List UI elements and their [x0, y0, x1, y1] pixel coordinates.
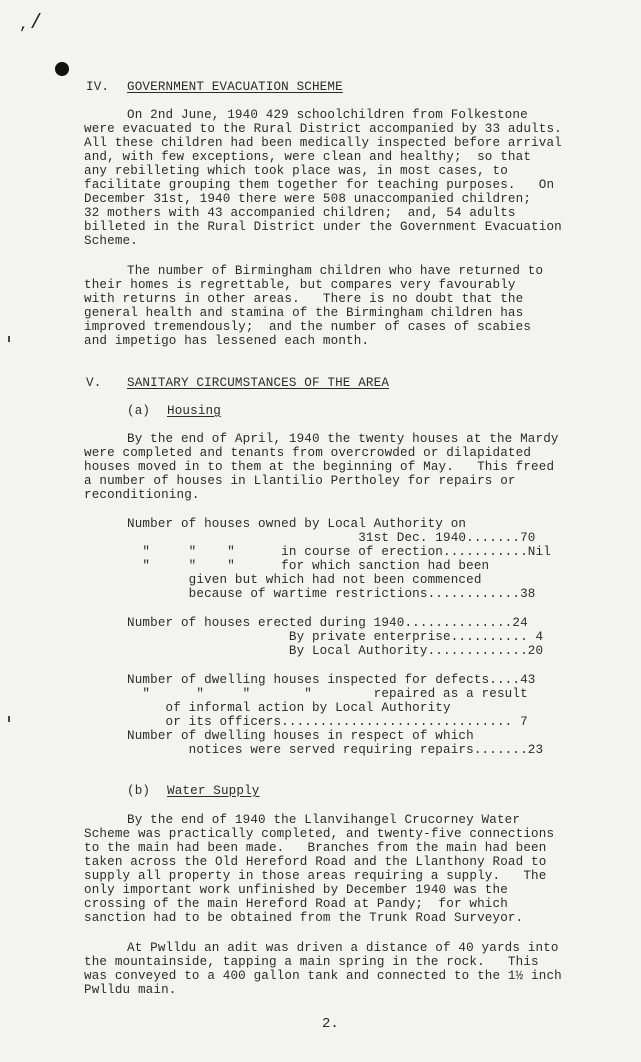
paragraph-line: Scheme was practically completed, and twenty-five connections — [84, 827, 555, 841]
paragraph-line: and, with few exceptions, were clean and healthy; so that — [84, 150, 532, 164]
statistics-line: By Local Authority.............20 — [127, 644, 544, 658]
statistics-line: because of wartime restrictions............38 — [127, 587, 536, 601]
paragraph-line: 32 mothers with 43 accompanied children; and, 54 adults — [84, 206, 516, 220]
paragraph-line: On 2nd June, 1940 429 schoolchildren from Folkestone — [127, 108, 528, 122]
paragraph-line: with returns in other areas. There is no doubt that the — [84, 292, 524, 306]
paragraph-line: their homes is regrettable, but compares very favourably — [84, 278, 516, 292]
corner-pencil-mark: / — [30, 12, 43, 35]
subsection-heading: Housing — [167, 404, 221, 418]
statistics-line: of informal action by Local Authority — [127, 701, 451, 715]
paragraph-line: only important work unfinished by December 1940 was the — [84, 883, 508, 897]
margin-tick — [8, 716, 10, 722]
paragraph-line: was conveyed to a 400 gallon tank and connected to the 1½ inch — [84, 969, 562, 983]
paragraph-line: were evacuated to the Rural District accompanied by 33 adults. — [84, 122, 562, 136]
statistics-line: Number of houses owned by Local Authority on — [127, 517, 467, 531]
paragraph-line: crossing of the main Hereford Road at Pandy; for which — [84, 897, 508, 911]
statistics-line: " " " " repaired as a result — [127, 687, 528, 701]
paragraph-line: taken across the Old Hereford Road and the Llanthony Road to — [84, 855, 547, 869]
margin-tick — [8, 336, 10, 342]
section-heading: GOVERNMENT EVACUATION SCHEME — [127, 80, 343, 94]
paragraph-line: facilitate grouping them together for teaching purposes. On — [84, 178, 555, 192]
paragraph-line: reconditioning. — [84, 488, 200, 502]
subsection-label: (b) — [127, 784, 151, 798]
paragraph-line: Scheme. — [84, 234, 138, 248]
paragraph-line: the mountainside, tapping a main spring in the rock. This — [84, 955, 539, 969]
statistics-line: 31st Dec. 1940.......70 — [127, 531, 536, 545]
paragraph-line: and impetigo has lessened each month. — [84, 334, 370, 348]
paragraph-line: supply all property in those areas requiring a supply. The — [84, 869, 547, 883]
paragraph-line: December 31st, 1940 there were 508 unaccompanied children; — [84, 192, 532, 206]
paragraph-line: sanction had to be obtained from the Trunk Road Surveyor. — [84, 911, 524, 925]
statistics-line: " " " in course of erection...........Nil — [127, 545, 551, 559]
paragraph-line: general health and stamina of the Birmingham children has — [84, 306, 524, 320]
paragraph-line: At Pwlldu an adit was driven a distance of 40 yards into — [127, 941, 559, 955]
paragraph-line: billeted in the Rural District under the Government Evacuation — [84, 220, 562, 234]
statistics-line: By private enterprise.......... 4 — [127, 630, 544, 644]
statistics-line: Number of houses erected during 1940..............24 — [127, 616, 528, 630]
paragraph-line: any rebilleting which took place was, in most cases, to — [84, 164, 508, 178]
paragraph-line: houses moved in to them at the beginning of May. This freed — [84, 460, 555, 474]
paragraph-line: to the main had been made. Branches from the main had been — [84, 841, 547, 855]
section-heading: SANITARY CIRCUMSTANCES OF THE AREA — [127, 376, 390, 390]
paragraph-line: a number of houses in Llantilio Pertholey for repairs or — [84, 474, 516, 488]
subsection-heading: Water Supply — [167, 784, 260, 798]
paragraph-line: were completed and tenants from overcrowded or dilapidated — [84, 446, 532, 460]
subsection-label: (a) — [127, 404, 151, 418]
section-number: V. — [86, 376, 102, 390]
paragraph-line: Pwlldu main. — [84, 983, 177, 997]
paragraph-line: By the end of April, 1940 the twenty houses at the Mardy — [127, 432, 559, 446]
page-number: 2. — [322, 1016, 339, 1032]
section-number: IV. — [86, 80, 110, 94]
statistics-line: Number of dwelling houses inspected for defects....43 — [127, 673, 536, 687]
paragraph-line: All these children had been medically inspected before arrival — [84, 136, 562, 150]
punch-hole — [55, 62, 69, 76]
paragraph-line: By the end of 1940 the Llanvihangel Crucorney Water — [127, 813, 521, 827]
statistics-line: " " " for which sanction had been — [127, 559, 490, 573]
statistics-line: Number of dwelling houses in respect of which — [127, 729, 474, 743]
statistics-line: given but which had not been commenced — [127, 573, 482, 587]
paragraph-line: The number of Birmingham children who have returned to — [127, 264, 544, 278]
statistics-line: or its officers.............................. 7 — [127, 715, 528, 729]
corner-pencil-mark-2: ’ — [18, 25, 28, 43]
paragraph-line: improved tremendously; and the number of cases of scabies — [84, 320, 532, 334]
statistics-line: notices were served requiring repairs.......23 — [127, 743, 544, 757]
